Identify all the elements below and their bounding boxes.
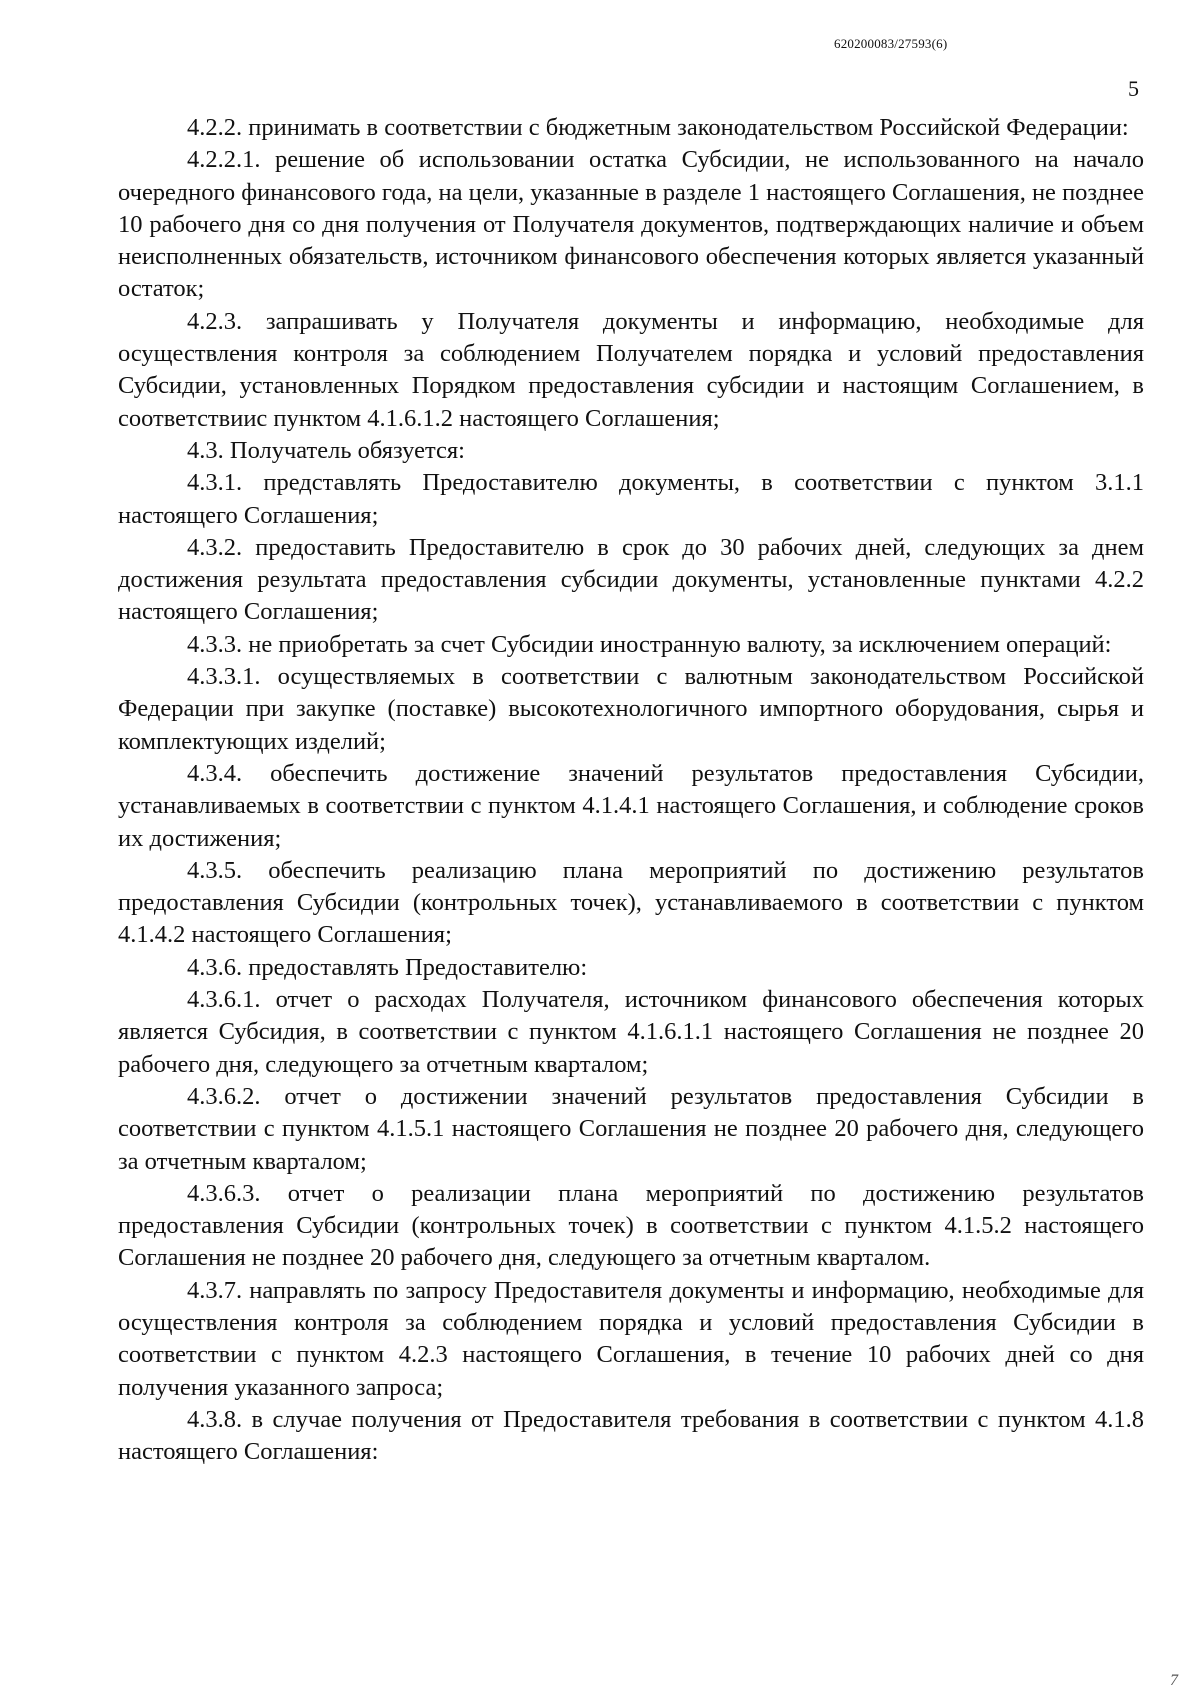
paragraph-4-3-3-1: 4.3.3.1. осуществляемых в соответствии с валютным законодательством Российской Федерации при закупке (поставке) высокотехнологичного импортного оборудования, сырья и комплектующих изделий; xyxy=(118,663,1144,755)
paragraph-4-2-3: 4.2.3. запрашивать у Получателя документы и информацию, необходимые для осуществления контроля за соблюдением Получателем порядка и условий предоставления Субсидии, установленных Порядком предоставления субсидии и настоящим Соглашением, в соответствиис пунктом 4.1.6.1.2 настоящего Соглашения; xyxy=(118,307,1144,432)
paragraph-4-3-4: 4.3.4. обеспечить достижение значений результатов предоставления Субсидии, устанавливаемых в соответствии с пунктом 4.1.4.1 настоящего Соглашения, и соблюдение сроков их достижения; xyxy=(118,759,1144,852)
paragraph-4-3-6-3: 4.3.6.3. отчет о реализации плана мероприятий по достижению результатов предоставления Субсидии (контрольных точек) в соответствии с пунктом 4.1.5.2 настоящего Соглашения не позднее 20 рабочего дня, следующего за отчетным кварталом. xyxy=(118,1179,1144,1272)
paragraph-4-3-7: 4.3.7. направлять по запросу Предоставителя документы и информацию, необходимые для осуществления контроля за соблюдением порядка и условий предоставления Субсидии в соответствии с пунктом 4.2.3 настоящего Соглашения, в течение 10 рабочих дней со дня получения указанного запроса; xyxy=(118,1276,1144,1401)
document-number: 620200083/27593(6) xyxy=(834,36,948,51)
paragraph-4-3: 4.3. Получатель обязуется: xyxy=(187,436,465,464)
paragraph-4-3-3: 4.3.3. не приобретать за счет Субсидии иностранную валюту, за исключением операций: xyxy=(187,630,1112,658)
paragraph-4-3-8: 4.3.8. в случае получения от Предоставителя требования в соответствии с пунктом 4.1.8 настоящего Соглашения: xyxy=(118,1405,1144,1466)
paragraph-4-2-2-1: 4.2.2.1. решение об использовании остатка Субсидии, не использованного на начало очередного финансового года, на цели, указанные в разделе 1 настоящего Соглашения, не позднее 10 рабочего дня со дня получения от Получателя документов, подтверждающих наличие и объем неисполненных обязательств, источником финансового обеспечения которых является указанный остаток; xyxy=(118,146,1144,303)
document-body xyxy=(118,112,1144,1468)
corner-handwritten-mark: 7 xyxy=(1170,1672,1178,1689)
paragraph-4-2-2: 4.2.2. принимать в соответствии с бюджетным законодательством Российской Федерации: xyxy=(187,114,1129,141)
paragraph-4-3-6-2: 4.3.6.2. отчет о достижении значений результатов предоставления Субсидии в соответствии с пунктом 4.1.5.1 настоящего Соглашения не позднее 20 рабочего дня, следующего за отчетным кварталом; xyxy=(118,1082,1144,1175)
paragraph-4-3-2: 4.3.2. предоставить Предоставителю в срок до 30 рабочих дней, следующих за днем достижения результата предоставления субсидии документы, установленные пунктами 4.2.2 настоящего Соглашения; xyxy=(118,533,1144,626)
paragraph-4-3-1: 4.3.1. представлять Предоставителю документы, в соответствии с пунктом 3.1.1 настоящего Соглашения; xyxy=(118,469,1144,529)
page-number: 5 xyxy=(1128,76,1139,101)
paragraph-4-3-5: 4.3.5. обеспечить реализацию плана мероприятий по достижению результатов предоставления Субсидии (контрольных точек), устанавливаемого в соответствии с пунктом 4.1.4.2 настоящего Соглашения; xyxy=(118,856,1144,949)
paragraph-4-3-6-1: 4.3.6.1. отчет о расходах Получателя, источником финансового обеспечения которых является Субсидия, в соответствии с пунктом 4.1.6.1.1 настоящего Соглашения не позднее 20 рабочего дня, следующего за отчетным кварталом; xyxy=(118,986,1144,1078)
paragraph-4-3-6: 4.3.6. предоставлять Предоставителю: xyxy=(187,953,588,981)
